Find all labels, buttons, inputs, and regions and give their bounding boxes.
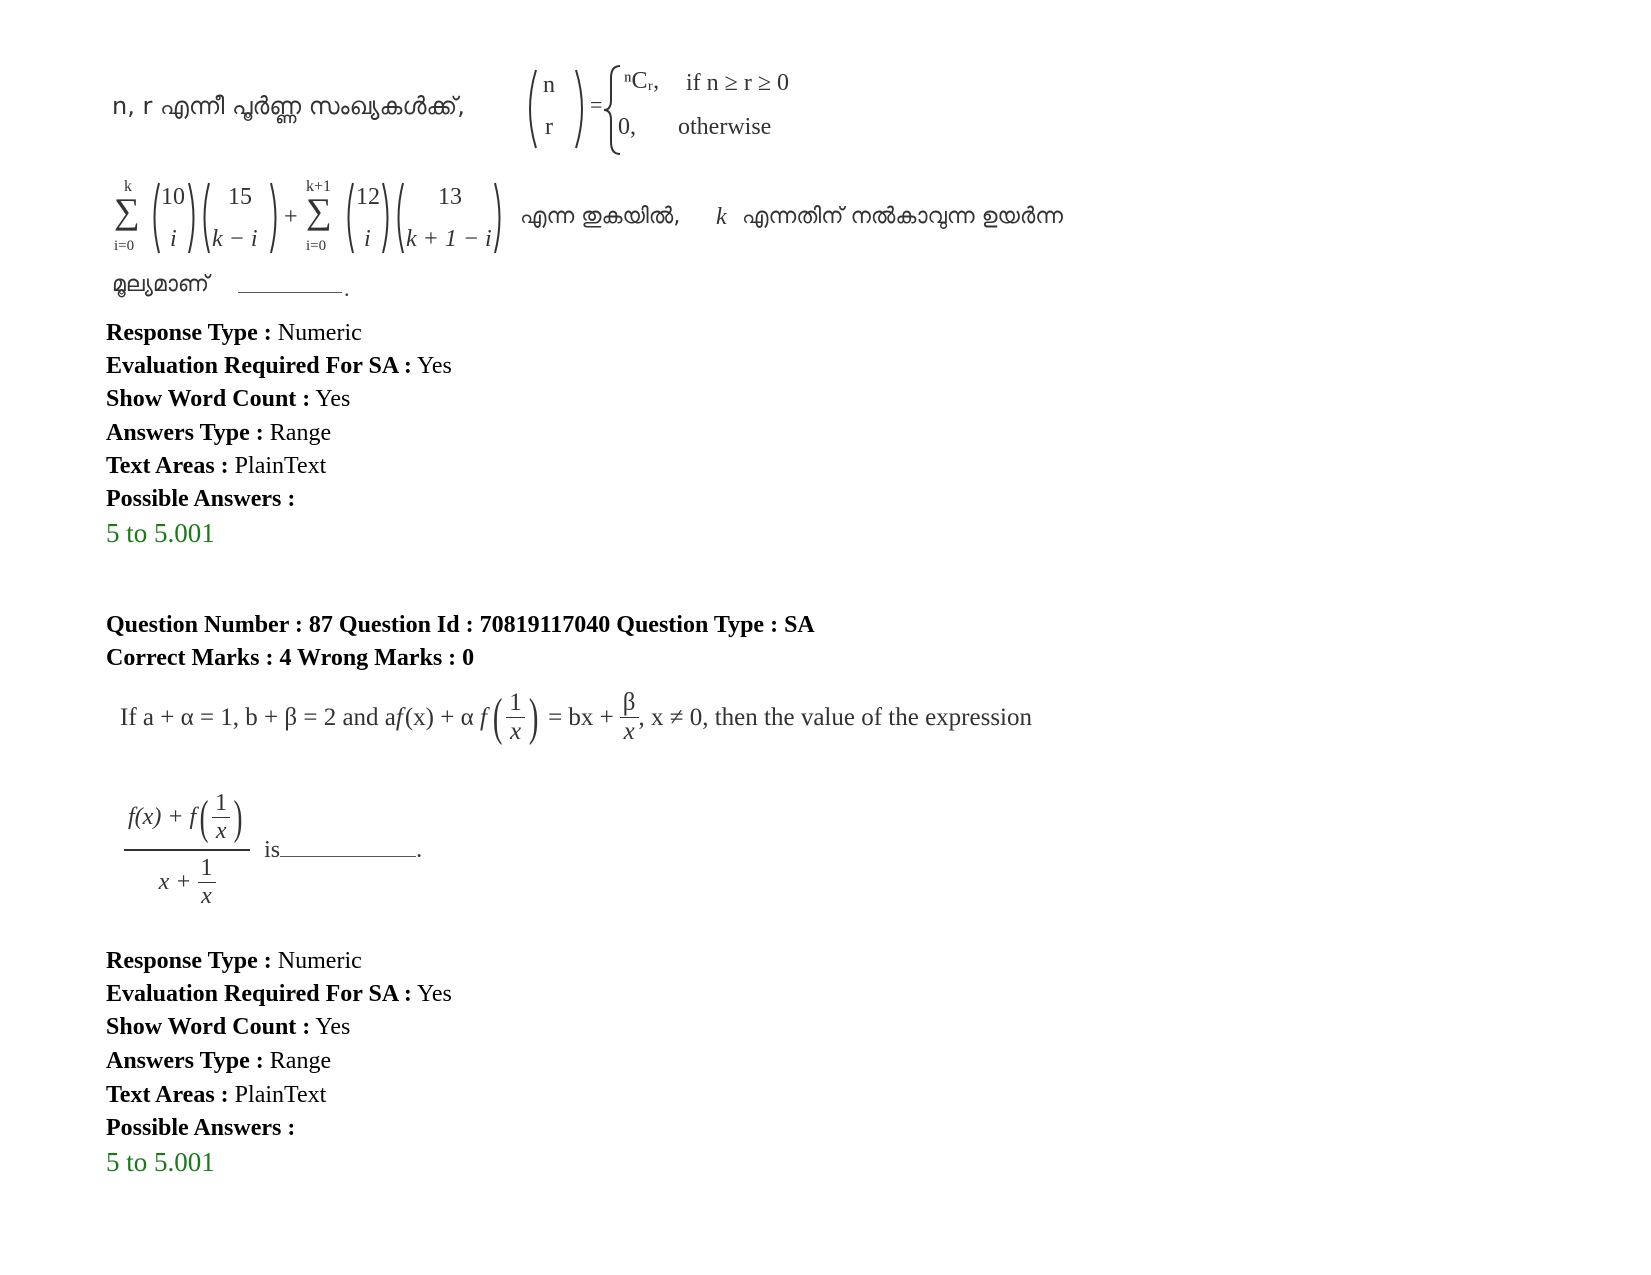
beta-den: x — [623, 718, 635, 745]
paren-left-2: ( — [199, 791, 209, 844]
q87-expression — [124, 790, 422, 910]
evaluation-row — [106, 351, 452, 381]
term2-top: 15 — [228, 184, 252, 210]
q87-part4: , x ≠ 0, then the value of the expression — [638, 703, 1032, 731]
q87-end: . — [416, 836, 423, 863]
word-count-value: Yes — [315, 386, 351, 412]
expr-num-text: f(x) + f — [128, 804, 197, 830]
is-text: is — [264, 836, 281, 863]
den-num: 1 — [198, 855, 216, 883]
evaluation-value: Yes — [416, 981, 452, 1007]
possible-answers-label: Possible Answers : — [106, 1115, 296, 1141]
word-count-value: Yes — [315, 1014, 351, 1040]
term3-top: 12 — [356, 184, 380, 210]
beta-num: β — [620, 689, 639, 718]
possible-answers-row — [106, 484, 295, 514]
last-line-text: മൂല്യമാണ് — [112, 272, 209, 297]
evaluation-label: Evaluation Required For SA : — [106, 353, 412, 379]
case2-condition: otherwise — [678, 114, 772, 140]
evaluation-row — [106, 979, 452, 1009]
q86-intro-text: n, r എന്നീ പൂർണ്ണ സംഖ്യകൾക്ക്, — [112, 92, 465, 120]
possible-answers-row — [106, 1113, 295, 1143]
answers-type-value: Range — [269, 1048, 332, 1074]
question-number-line: Question Number : 87 Question Id : 70819117040 Question Type : SA — [106, 612, 815, 638]
q87-line1 — [120, 688, 1032, 747]
paren-right-2: ) — [233, 791, 243, 844]
plus-sign: + — [284, 204, 298, 230]
text-areas-label: Text Areas : — [106, 1082, 229, 1108]
word-count-label: Show Word Count : — [106, 386, 311, 412]
answers-type-row — [106, 1046, 331, 1076]
equals-sign: = — [590, 92, 603, 117]
last-line-period: . — [344, 276, 350, 301]
term4-bottom: k + 1 − i — [406, 226, 492, 252]
den-den: x — [201, 883, 212, 909]
sum1-lower: i=0 — [114, 238, 135, 254]
sum2-upper: k+1 — [306, 178, 332, 195]
text-areas-value: PlainText — [234, 453, 327, 479]
q87-part3: = bx + — [548, 703, 614, 731]
sigma-1: ∑ — [114, 191, 140, 231]
big-fraction — [124, 790, 250, 910]
den-fraction — [198, 855, 216, 910]
word-count-row — [106, 1012, 350, 1042]
tail-text-a: എന്ന തുകയിൽ, — [520, 204, 681, 229]
inner-den: x — [215, 818, 227, 844]
term1-top: 10 — [161, 184, 185, 210]
sigma-2: ∑ — [306, 191, 332, 231]
expr-denominator — [159, 851, 216, 910]
response-type-value: Numeric — [277, 320, 362, 346]
term2-bottom: k − i — [212, 226, 258, 252]
marks-line: Correct Marks : 4 Wrong Marks : 0 — [106, 645, 475, 671]
binom-top: n — [543, 72, 555, 98]
word-count-row — [106, 384, 350, 414]
term4-top: 13 — [438, 184, 462, 210]
curly-brace — [602, 64, 624, 156]
response-type-row — [106, 946, 362, 976]
answers-type-row — [106, 418, 331, 448]
text-areas-row — [106, 1080, 326, 1110]
possible-answer-value: 5 to 5.001 — [106, 518, 215, 548]
answers-type-value: Range — [269, 420, 332, 446]
case1-expression: ⁿCᵣ, — [624, 68, 660, 94]
fraction-beta-over-x — [620, 689, 639, 746]
text-areas-row — [106, 451, 326, 481]
evaluation-label: Evaluation Required For SA : — [106, 981, 412, 1007]
answer-blank — [238, 292, 342, 293]
term3-bottom: i — [364, 226, 371, 252]
binom-bottom: r — [545, 114, 553, 140]
word-count-label: Show Word Count : — [106, 1014, 311, 1040]
answers-type-label: Answers Type : — [106, 420, 264, 446]
possible-answer-value: 5 to 5.001 — [106, 1147, 215, 1177]
possible-answers-label: Possible Answers : — [106, 486, 296, 512]
sum1-upper: k — [124, 178, 132, 195]
text-areas-value: PlainText — [234, 1082, 327, 1108]
answers-type-label: Answers Type : — [106, 1048, 264, 1074]
tail-text-b: എന്നതിന് നൽകാവുന്ന ഉയർന്ന — [742, 204, 1064, 229]
response-type-row — [106, 318, 362, 348]
tail-k: k — [716, 204, 727, 230]
case2-expression: 0, — [618, 114, 636, 140]
case1-condition: if n ≥ r ≥ 0 — [686, 70, 789, 96]
inner-num: 1 — [212, 790, 230, 818]
response-type-label: Response Type : — [106, 320, 272, 346]
q87-part1: If a + α = 1, b + β = 2 and a — [120, 703, 396, 731]
response-type-value: Numeric — [277, 948, 362, 974]
frac-num: 1 — [506, 689, 525, 718]
frac-den: x — [509, 718, 522, 745]
fraction-1-over-x — [506, 689, 525, 746]
binomial-def-parens — [524, 66, 588, 152]
paren-right: ) — [528, 689, 539, 746]
term1-bottom: i — [170, 226, 177, 252]
text-areas-label: Text Areas : — [106, 453, 229, 479]
q87-f1: f — [395, 703, 403, 731]
inner-fraction — [212, 790, 230, 845]
q87-part2: (x) + α — [404, 703, 474, 731]
paren-left: ( — [492, 689, 503, 746]
evaluation-value: Yes — [416, 353, 452, 379]
expr-den-text: x + — [158, 869, 192, 895]
response-type-label: Response Type : — [106, 948, 272, 974]
q87-f2: f — [479, 703, 487, 731]
expr-numerator — [124, 790, 250, 851]
sum2-lower: i=0 — [306, 238, 327, 254]
answer-blank-2 — [280, 856, 416, 857]
